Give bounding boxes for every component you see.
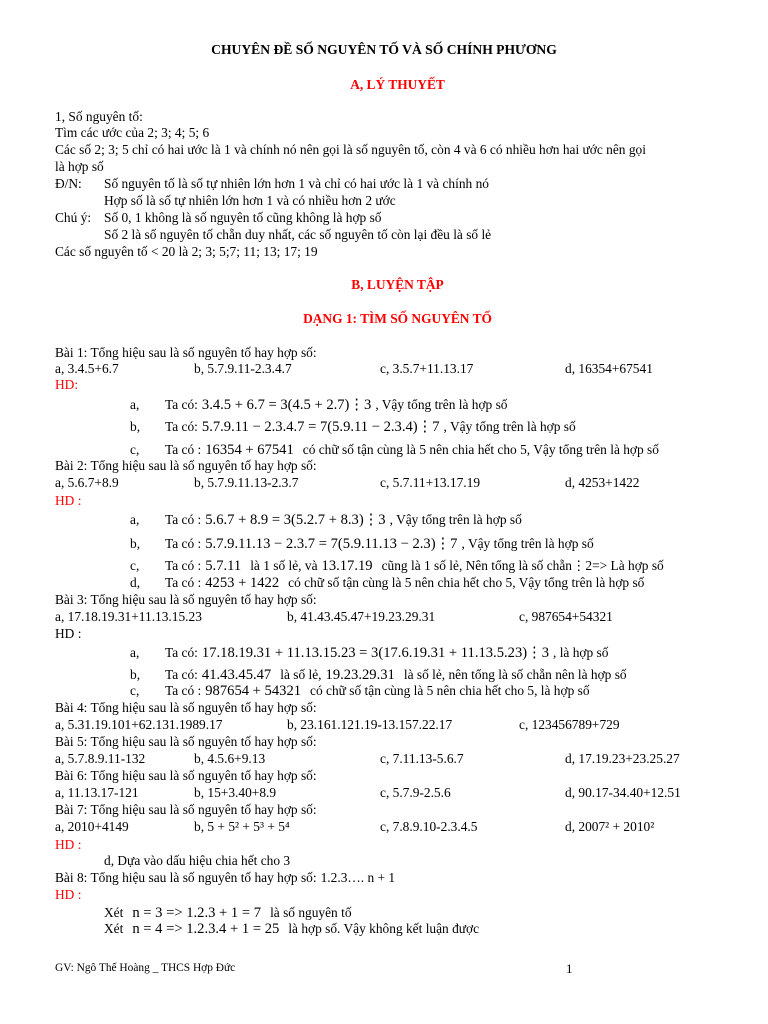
option-c: c, 7.8.9.10-2.3.4.5 [380,819,478,834]
solution-intro: Ta có: [165,645,198,660]
exercise-options [55,608,745,625]
solution-text: , Vậy tổng trên là hợp số [443,419,576,434]
option-a: a, 5.6.7+8.9 [55,475,119,490]
exercise-options [55,360,745,377]
exercise-options [55,818,745,835]
hd-label: HD : [55,837,82,852]
option-d: d, 2007² + 2010² [565,819,655,834]
exercise-title-row [55,869,395,886]
page-number: 1 [566,961,573,976]
math-expression: 16354 + 67541 [205,442,294,458]
option-a: a, 11.13.17-121 [55,785,139,800]
solution-label: c, [130,442,140,457]
hd-label: HD : [55,493,82,508]
option-a: a, 5.7.8.9.11-132 [55,751,146,766]
solution-intro: Ta có: [165,397,198,412]
solution-intro: Ta có : [165,575,202,590]
math-expression: 4253 + 1422 [205,575,280,591]
solution-text: là số nguyên tố [270,905,352,920]
solution-intro: Ta có : [165,536,202,551]
form-title: DẠNG 1: TÌM SỐ NGUYÊN TỐ [303,311,492,326]
hd-label: HD: [55,377,79,392]
footer-author: GV: Ngô Thế Hoàng _ THCS Hợp Đức [55,962,236,974]
solution-line [104,920,479,937]
solution-intro: Ta có: [165,667,198,682]
math-expression: 17.18.19.31 + 11.13.15.23 = 3(17.6.19.31 + 11.13.5.23)⋮3 [201,645,549,661]
solution-line: d, Dựa vào dấu hiệu chia hết cho 3 [104,853,291,868]
option-d: d, 90.17-34.40+12.51 [565,785,681,800]
math-expression: 19.23.29.31 [325,667,395,683]
definition-row [55,175,489,192]
solution-line [130,396,507,413]
solution-text: là 1 số lẻ, và [250,558,318,573]
solution-intro: Xét [104,921,124,936]
option-a: a, 17.18.19.31+11.13.15.23 [55,609,202,624]
solution-label: c, [130,558,140,573]
option-c: c, 5.7.11+13.17.19 [380,475,481,490]
section-heading-theory: A, LÝ THUYẾT [350,77,445,92]
solution-label: c, [130,683,140,698]
math-expression: 987654 + 54321 [205,683,302,699]
math-expression: 5.7.11 [205,558,242,574]
definition-prime: Số nguyên tố là số tự nhiên lớn hơn 1 và chỉ có hai ước là 1 và chính nó [104,176,489,191]
solution-line [130,535,594,552]
option-b: b, 5.7.9.11-2.3.4.7 [194,361,292,376]
solution-text: , Vậy tổng trên là hợp số [389,512,522,527]
option-b: b, 15+3.40+8.9 [194,785,277,800]
solution-text: là hợp số. Vậy không kết luận được [288,921,480,936]
solution-label: b, [130,667,141,682]
math-expression: n = 4 => 1.2.3.4 + 1 = 25 [132,921,280,937]
solution-intro: Ta có: [165,419,198,434]
solution-label: b, [130,536,141,551]
theory-task: Tìm các ước của 2; 3; 4; 5; 6 [55,125,210,140]
solution-line [130,682,590,699]
note-text: Số 0, 1 không là số nguyên tố cũng không là hợp số [104,210,382,225]
exercise-title: Bài 4: Tổng hiệu sau là số nguyên tố hay hợp số: [55,700,317,715]
math-expression: 3.4.5 + 6.7 = 3(4.5 + 2.7)⋮3 [201,397,372,413]
option-b: b, 5 + 5² + 5³ + 5⁴ [194,819,290,834]
solution-intro: Ta có : [165,558,202,573]
solution-text: có chữ số tận cùng là 5 nên chia hết cho 5, Vậy tổng trên là hợp số [288,575,645,590]
solution-intro: Ta có : [165,683,202,698]
option-c: c, 987654+54321 [519,609,613,624]
exercise-title: Bài 6: Tổng hiệu sau là số nguyên tố hay hợp số: [55,768,317,783]
solution-text: có chữ số tận cùng là 5 nên chia hết cho 5, Vậy tổng trên là hợp số [302,442,659,457]
exercise-options [55,716,745,733]
math-expression: n = 3 => 1.2.3 + 1 = 7 [132,905,262,921]
option-b: b, 5.7.9.11.13-2.3.7 [194,475,299,490]
solution-text: , Vậy tổng trên là hợp số [461,536,594,551]
option-c: c, 7.11.13-5.6.7 [380,751,464,766]
solution-intro: Ta có : [165,512,202,527]
solution-label: a, [130,512,140,527]
document-title: CHUYÊN ĐỀ SỐ NGUYÊN TỐ VÀ SỐ CHÍNH PHƯƠNG [211,42,557,57]
note-row [55,209,381,226]
solution-line [130,441,659,458]
solution-text: , Vậy tổng trên là hợp số [375,397,508,412]
solution-line [130,574,644,591]
option-a: a, 3.4.5+6.7 [55,361,119,376]
exercise-title: Bài 5: Tổng hiệu sau là số nguyên tố hay hợp số: [55,734,317,749]
option-b: b, 23.161.121.19-13.157.22.17 [287,717,453,732]
solution-intro: Ta có : [165,442,202,457]
section-heading-practice: B, LUYỆN TẬP [351,277,444,292]
exercise-title: Bài 8: Tổng hiệu sau là số nguyên tố hay hợp số: [55,870,317,885]
math-expression: 5.7.9.11.13 − 2.3.7 = 7(5.9.11.13 − 2.3)⋮7 [205,536,458,552]
solution-text: có chữ số tận cùng là 5 nên chia hết cho 5, là hợp số [310,683,590,698]
solution-line [130,666,627,683]
option-b: b, 4.5.6+9.13 [194,751,266,766]
theory-subheading: 1, Số nguyên tố: [55,109,143,124]
option-d: d, 16354+67541 [565,361,653,376]
note-text: Số 2 là số nguyên tố chẵn duy nhất, các số nguyên tố còn lại đều là số lẻ [104,227,492,242]
math-expression: 5.7.9.11 − 2.3.4.7 = 7(5.9.11 − 2.3.4)⋮7 [201,419,440,435]
primes-under-20: Các số nguyên tố < 20 là 2; 3; 5;7; 11; 13; 17; 19 [55,244,318,259]
definition-label: Đ/N: [55,176,82,191]
solution-label: a, [130,397,140,412]
math-expression: 41.43.45.47 [201,667,272,683]
exercise-options [55,784,745,801]
exercise-options [55,750,745,767]
theory-explain-line: là hợp số [55,159,104,174]
option-a: a, 2010+4149 [55,819,129,834]
solution-label: d, [130,575,141,590]
definition-composite: Hợp số là số tự nhiên lớn hơn 1 và có nhiều hơn 2 ước [104,193,396,208]
solution-text: cũng là 1 số lẻ, Nên tổng là số chẵn⋮2=> Là hợp số [381,558,664,573]
solution-text: là số lẻ, nên tổng là số chẵn nên là hợp số [403,667,627,682]
hd-label: HD : [55,887,82,902]
math-expression: 5.6.7 + 8.9 = 3(5.2.7 + 8.3)⋮3 [205,512,386,528]
hd-label: HD : [55,626,82,641]
solution-text: là số lẻ, [280,667,322,682]
solution-line [130,511,522,528]
solution-intro: Xét [104,905,124,920]
option-c: c, 5.7.9-2.5.6 [380,785,451,800]
option-d: d, 4253+1422 [565,475,640,490]
math-expression: 13.17.19 [321,558,373,574]
exercise-options [55,474,745,491]
math-expression: 1.2.3…. n + 1 [320,870,396,885]
solution-line [130,644,608,661]
option-a: a, 5.31.19.101+62.131.1989.17 [55,717,223,732]
theory-explain-line: Các số 2; 3; 5 chỉ có hai ước là 1 và chính nó nên gọi là số nguyên tố, còn 4 và 6 có nhiều hơn hai ước nên gọi [55,142,646,157]
solution-line [130,418,576,435]
exercise-title: Bài 1: Tổng hiệu sau là số nguyên tố hay hợp số: [55,345,317,360]
option-c: c, 123456789+729 [519,717,620,732]
exercise-title: Bài 2: Tổng hiệu sau là số nguyên tố hay hợp số: [55,458,317,473]
option-d: d, 17.19.23+23.25.27 [565,751,680,766]
solution-label: a, [130,645,140,660]
option-b: b, 41.43.45.47+19.23.29.31 [287,609,436,624]
exercise-title: Bài 3: Tổng hiệu sau là số nguyên tố hay hợp số: [55,592,317,607]
solution-line [130,557,664,574]
solution-label: b, [130,419,141,434]
note-label: Chú ý: [55,210,92,225]
solution-text: , là hợp số [553,645,609,660]
option-c: c, 3.5.7+11.13.17 [380,361,474,376]
exercise-title: Bài 7: Tổng hiệu sau là số nguyên tố hay hợp số: [55,802,317,817]
solution-line [104,904,352,921]
